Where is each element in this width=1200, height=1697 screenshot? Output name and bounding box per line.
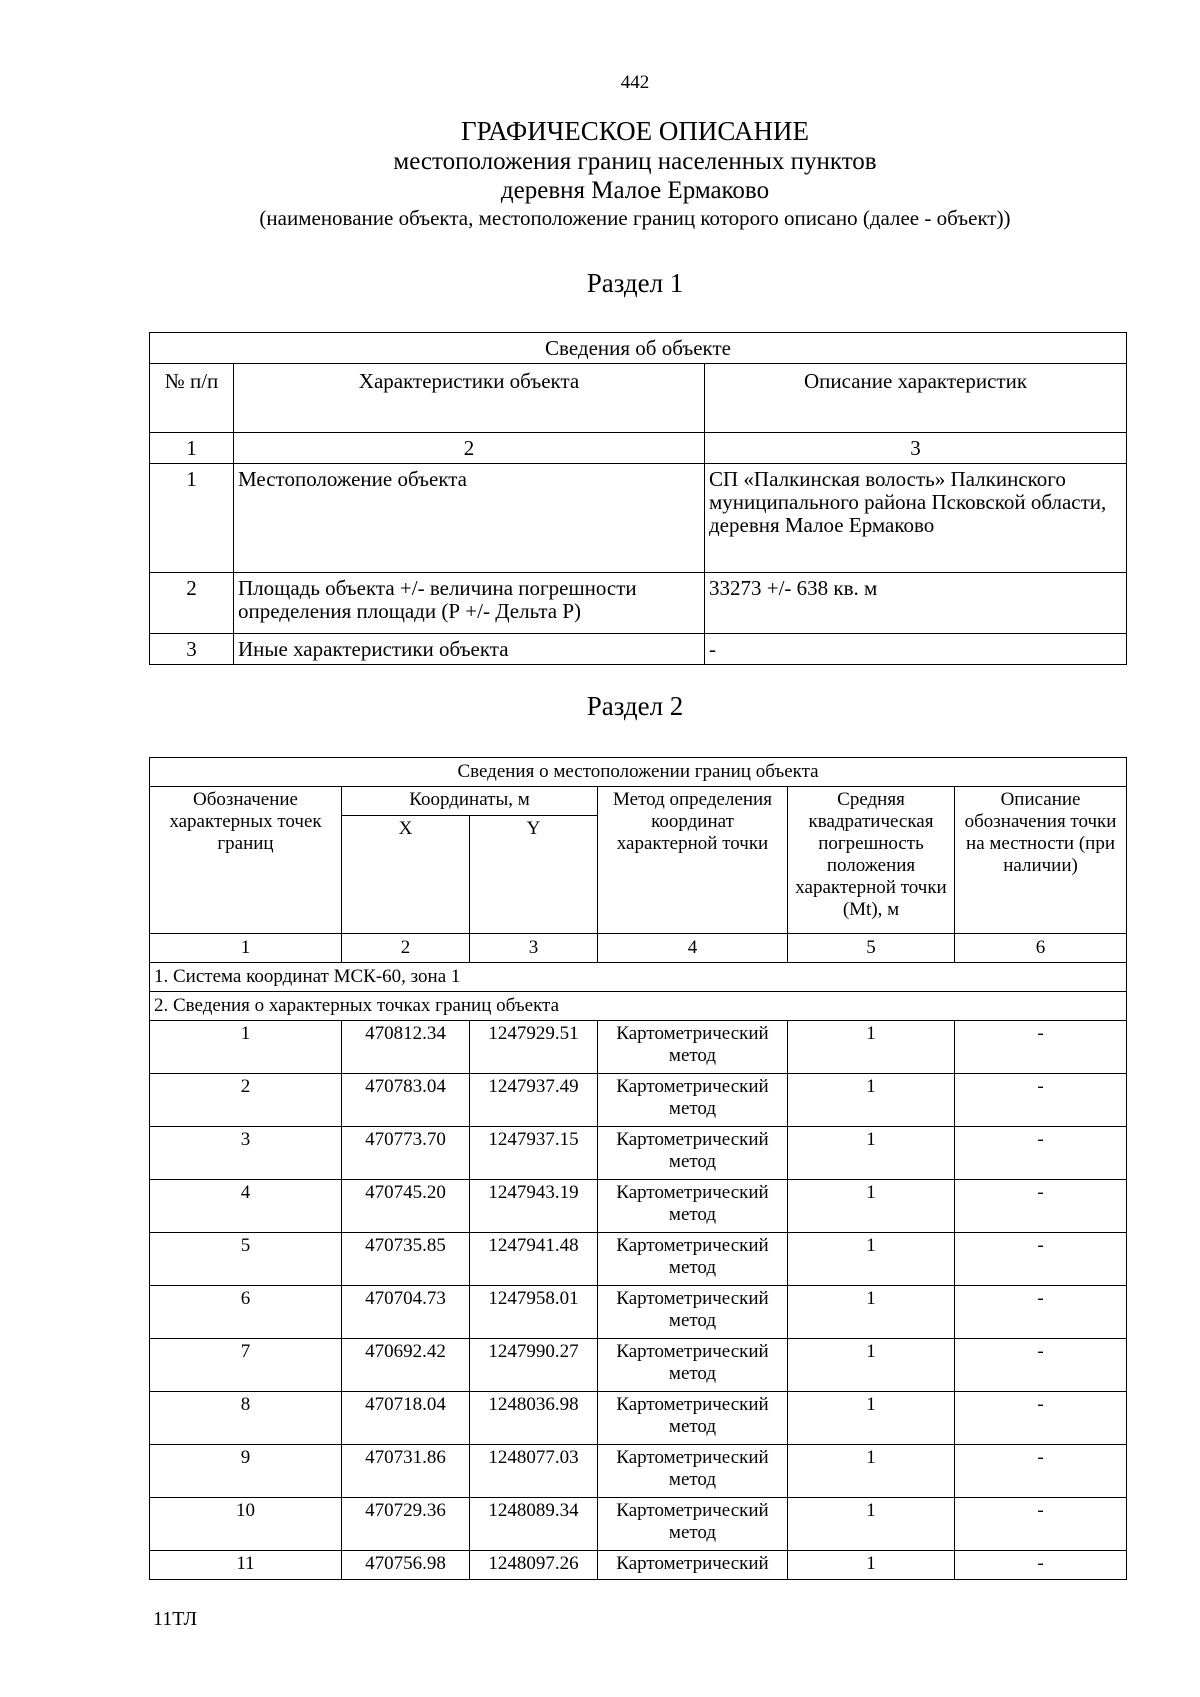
column-header: Описание характеристик	[705, 364, 1127, 433]
accuracy-cell: 1	[788, 1551, 955, 1580]
method-cell: Картометрический метод	[598, 1445, 788, 1498]
column-header: Описание обозначения точки на местности (при наличии)	[955, 787, 1127, 934]
point-id-cell: 10	[150, 1498, 342, 1551]
method-cell: Картометрический метод	[598, 1021, 788, 1074]
object-name-note: (наименование объекта, местоположение границ которого описано (далее - объект))	[259, 206, 1011, 230]
accuracy-cell: 1	[788, 1233, 955, 1286]
column-header: Обозначение характерных точек границ	[150, 787, 342, 934]
point-id-cell: 4	[150, 1180, 342, 1233]
column-number: 5	[788, 934, 955, 963]
method-cell: Картометрический метод	[598, 1180, 788, 1233]
table-row	[150, 1551, 1127, 1580]
accuracy-cell: 1	[788, 1180, 955, 1233]
method-cell: Картометрический метод	[598, 1074, 788, 1127]
table-row	[150, 1074, 1127, 1127]
object-info-table	[149, 332, 1127, 665]
accuracy-cell: 1	[788, 1286, 955, 1339]
x-coordinate-cell: 470812.34	[342, 1021, 470, 1074]
column-header: Характеристики объекта	[234, 364, 705, 433]
x-coordinate-cell: 470731.86	[342, 1445, 470, 1498]
characteristic-cell: Местоположение объекта	[234, 464, 705, 573]
column-header: Y	[470, 816, 598, 934]
method-cell: Картометрический метод	[598, 1233, 788, 1286]
document-subtitle: местоположения границ населенных пунктов	[393, 148, 877, 175]
point-id-cell: 1	[150, 1021, 342, 1074]
y-coordinate-cell: 1247937.49	[470, 1074, 598, 1127]
description-cell: 33273 +/- 638 кв. м	[705, 573, 1127, 634]
point-description-cell: -	[955, 1392, 1127, 1445]
method-cell: Картометрический метод	[598, 1286, 788, 1339]
column-number: 2	[342, 934, 470, 963]
column-number: 6	[955, 934, 1127, 963]
characteristic-cell: Площадь объекта +/- величина погрешности определения площади (Р +/- Дельта Р)	[234, 573, 705, 634]
point-description-cell: -	[955, 1127, 1127, 1180]
column-number: 3	[705, 433, 1127, 464]
method-cell: Картометрический метод	[598, 1392, 788, 1445]
description-cell: СП «Палкинская волость» Палкинского муниципального района Псковской области, деревня Малое Ермаково	[705, 464, 1127, 573]
method-cell: Картометрический метод	[598, 1127, 788, 1180]
point-id-cell: 6	[150, 1286, 342, 1339]
point-id-cell: 2	[150, 1074, 342, 1127]
accuracy-cell: 1	[788, 1021, 955, 1074]
table-row	[150, 1339, 1127, 1392]
x-coordinate-cell: 470704.73	[342, 1286, 470, 1339]
column-number: 3	[470, 934, 598, 963]
x-coordinate-cell: 470718.04	[342, 1392, 470, 1445]
y-coordinate-cell: 1247929.51	[470, 1021, 598, 1074]
y-coordinate-cell: 1248097.26	[470, 1551, 598, 1580]
method-cell: Картометрический метод	[598, 1498, 788, 1551]
column-header: X	[342, 816, 470, 934]
point-id-cell: 7	[150, 1339, 342, 1392]
accuracy-cell: 1	[788, 1339, 955, 1392]
section1-heading: Раздел 1	[586, 268, 684, 298]
method-cell: Картометрический	[598, 1551, 788, 1580]
column-header: Координаты, м	[342, 787, 598, 816]
point-description-cell: -	[955, 1074, 1127, 1127]
method-cell: Картометрический метод	[598, 1339, 788, 1392]
table-row	[150, 1180, 1127, 1233]
x-coordinate-cell: 470735.85	[342, 1233, 470, 1286]
accuracy-cell: 1	[788, 1127, 955, 1180]
x-coordinate-cell: 470692.42	[342, 1339, 470, 1392]
y-coordinate-cell: 1247958.01	[470, 1286, 598, 1339]
page-number: 442	[620, 72, 650, 93]
points-body	[150, 1021, 1127, 1580]
coordinate-system: 1. Система координат МСК-60, зона 1	[150, 963, 1127, 992]
y-coordinate-cell: 1247937.15	[470, 1127, 598, 1180]
document-title: ГРАФИЧЕСКОЕ ОПИСАНИЕ	[460, 116, 810, 146]
y-coordinate-cell: 1247941.48	[470, 1233, 598, 1286]
document-header	[0, 116, 1200, 232]
column-header: Средняя квадратическая погрешность положения характерной точки (Mt), м	[788, 787, 955, 934]
point-id-cell: 8	[150, 1392, 342, 1445]
x-coordinate-cell: 470783.04	[342, 1074, 470, 1127]
point-description-cell: -	[955, 1180, 1127, 1233]
characteristic-cell: Иные характеристики объекта	[234, 634, 705, 665]
table-row	[150, 634, 1127, 665]
column-header: Метод определения координат характерной точки	[598, 787, 788, 934]
y-coordinate-cell: 1248089.34	[470, 1498, 598, 1551]
table-caption: Сведения о местоположении границ объекта	[150, 758, 1127, 787]
point-id-cell: 11	[150, 1551, 342, 1580]
column-number: 1	[150, 433, 234, 464]
boundary-points-table	[149, 757, 1127, 1580]
row-number: 2	[150, 573, 234, 634]
description-cell: -	[705, 634, 1127, 665]
point-description-cell: -	[955, 1286, 1127, 1339]
y-coordinate-cell: 1247943.19	[470, 1180, 598, 1233]
footer-code: 11ТЛ	[153, 1608, 198, 1630]
y-coordinate-cell: 1247990.27	[470, 1339, 598, 1392]
table-row	[150, 1127, 1127, 1180]
table-row	[150, 1498, 1127, 1551]
x-coordinate-cell: 470756.98	[342, 1551, 470, 1580]
accuracy-cell: 1	[788, 1392, 955, 1445]
point-id-cell: 9	[150, 1445, 342, 1498]
table-row	[150, 1392, 1127, 1445]
section2-heading: Раздел 2	[586, 691, 684, 721]
row-number: 1	[150, 464, 234, 573]
table-row	[150, 464, 1127, 573]
x-coordinate-cell: 470773.70	[342, 1127, 470, 1180]
y-coordinate-cell: 1248036.98	[470, 1392, 598, 1445]
points-caption: 2. Сведения о характерных точках границ объекта	[150, 992, 1127, 1021]
column-number: 2	[234, 433, 705, 464]
point-description-cell: -	[955, 1498, 1127, 1551]
table-row	[150, 1286, 1127, 1339]
y-coordinate-cell: 1248077.03	[470, 1445, 598, 1498]
table-caption: Сведения об объекте	[150, 333, 1127, 364]
table-row	[150, 1021, 1127, 1074]
point-description-cell: -	[955, 1339, 1127, 1392]
table-row	[150, 1445, 1127, 1498]
point-id-cell: 3	[150, 1127, 342, 1180]
column-header: № п/п	[150, 364, 234, 433]
row-number: 3	[150, 634, 234, 665]
point-description-cell: -	[955, 1445, 1127, 1498]
table-row	[150, 1233, 1127, 1286]
point-description-cell: -	[955, 1551, 1127, 1580]
object-name: деревня Малое Ермаково	[500, 177, 770, 204]
accuracy-cell: 1	[788, 1445, 955, 1498]
point-id-cell: 5	[150, 1233, 342, 1286]
x-coordinate-cell: 470745.20	[342, 1180, 470, 1233]
point-description-cell: -	[955, 1233, 1127, 1286]
x-coordinate-cell: 470729.36	[342, 1498, 470, 1551]
table-row	[150, 573, 1127, 634]
column-number: 4	[598, 934, 788, 963]
accuracy-cell: 1	[788, 1498, 955, 1551]
column-number: 1	[150, 934, 342, 963]
point-description-cell: -	[955, 1021, 1127, 1074]
accuracy-cell: 1	[788, 1074, 955, 1127]
